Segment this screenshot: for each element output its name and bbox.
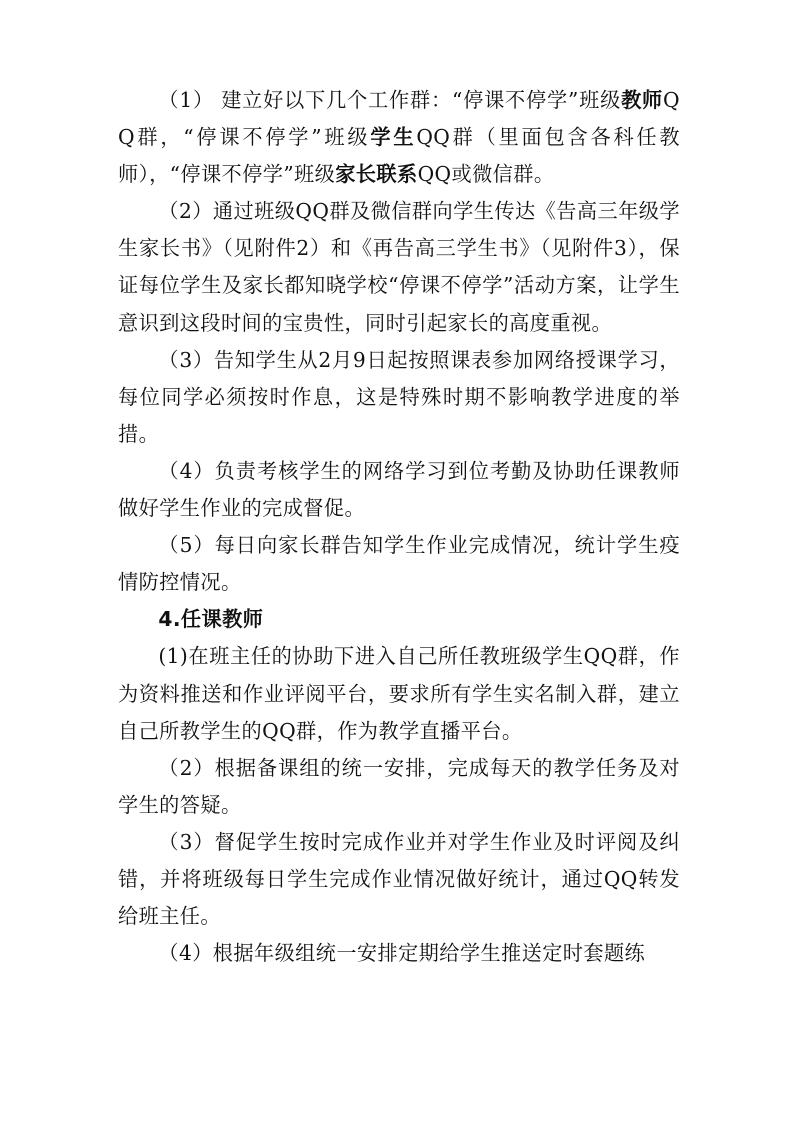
paragraph-subject-teacher-2: （2）根据备课组的统一安排，完成每天的教学任务及对学生的答疑。 <box>118 755 680 817</box>
text-run: QQ或微信群。 <box>417 162 555 187</box>
text-run: QQ群（里面包含各科任教师），“停课不停学”班级 <box>118 125 680 187</box>
section-heading: 4.任课教师 <box>158 607 264 632</box>
paragraph-class-teacher-5: （5）每日向家长群告知学生作业完成情况，统计学生疫情防控情况。 <box>118 533 680 595</box>
bold-text-run: 教师 <box>621 88 664 112</box>
text-run: （1） 建立好以下几个工作群：“停课不停学”班级 <box>158 88 622 112</box>
paragraph-class-teacher-1 <box>118 82 680 193</box>
paragraph-class-teacher-2: （2）通过班级QQ群及微信群向学生传达《告高三年级学生家长书》（见附件2）和《再告高三学生书》（见附件3），保证每位学生及家长都知晓学校“停课不停学”活动方案，让学生意识到这段时间的宝贵性，同时引起家长的高度重视。 <box>118 199 680 335</box>
paragraph-class-teacher-4: （4）负责考核学生的网络学习到位考勤及协助任课教师做好学生作业的完成督促。 <box>118 458 680 521</box>
paragraph-subject-teacher-1: (1)在班主任的协助下进入自己所任教班级学生QQ群，作为资料推送和作业评阅平台，要求所有学生实名制入群，建立自己所教学生的QQ群，作为教学直播平台。 <box>118 644 680 743</box>
paragraph-subject-teacher-3: （3）督促学生按时完成作业并对学生作业及时评阅及纠错，并将班级每日学生完成作业情况做好统计，通过QQ转发给班主任。 <box>118 829 680 929</box>
paragraph-subject-teacher-4: （4）根据年级组统一安排定期给学生推送定时套题练 <box>158 941 646 966</box>
document-body <box>118 82 680 972</box>
paragraph-class-teacher-3: （3）告知学生从2月9日起按照课表参加网络授课学习，每位同学必须按时作息，这是特殊时期不影响教学进度的举措。 <box>118 347 680 446</box>
bold-text-run: 家长联系 <box>335 162 418 187</box>
text-run: QQ群，“停课不停学”班级 <box>118 88 680 150</box>
bold-text-run: 学生 <box>370 125 417 150</box>
